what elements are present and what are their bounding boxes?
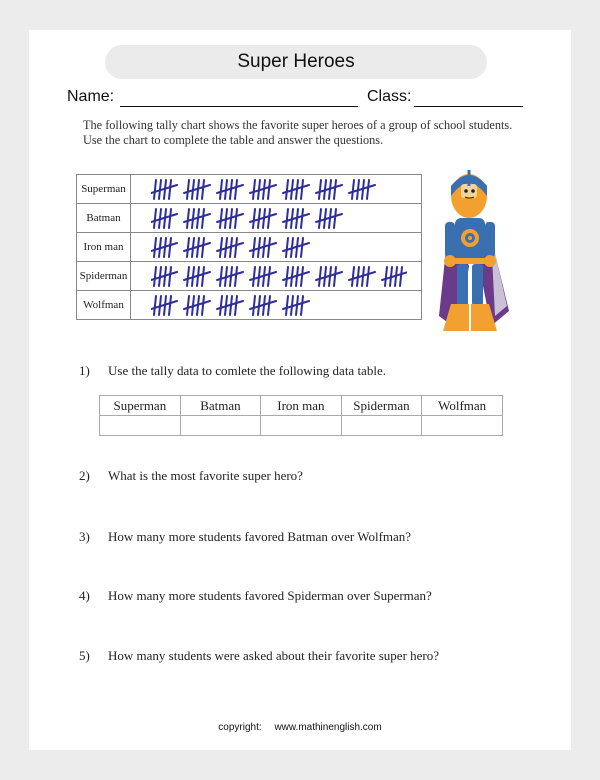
tally-stroke (301, 238, 303, 257)
tally-stroke (286, 267, 288, 286)
tally-stroke (220, 238, 222, 257)
tally-stroke (367, 267, 369, 286)
tally-group (283, 296, 309, 315)
tally-marks-cell (131, 291, 422, 320)
tally-group (382, 267, 407, 286)
tally-stroke (154, 296, 156, 315)
tally-group (184, 209, 210, 228)
tally-stroke (253, 296, 255, 315)
tally-stroke (220, 267, 222, 286)
tally-chart (76, 174, 422, 320)
data-table-header: Superman (100, 396, 181, 416)
tally-group (250, 180, 276, 199)
tally-row (77, 233, 422, 262)
tally-stroke (334, 267, 336, 286)
tally-marks (151, 176, 407, 202)
worksheet-page (29, 30, 571, 750)
tally-stroke (352, 180, 354, 199)
tally-stroke (301, 296, 303, 315)
tally-stroke (286, 238, 288, 257)
tally-stroke (253, 238, 255, 257)
tally-marks-cell (131, 262, 422, 291)
tally-stroke (235, 238, 237, 257)
tally-stroke (367, 180, 369, 199)
tally-marks (151, 292, 407, 318)
tally-stroke (268, 267, 270, 286)
question-number: 3) (79, 529, 90, 544)
tally-hero-name: Superman (77, 175, 131, 204)
tally-group (151, 209, 177, 228)
tally-stroke (235, 209, 237, 228)
tally-group (316, 180, 342, 199)
superhero-illustration (429, 166, 515, 346)
tally-stroke (235, 296, 237, 315)
tally-stroke (169, 209, 171, 228)
tally-group (184, 238, 210, 257)
tally-stroke (319, 267, 321, 286)
tally-stroke (253, 180, 255, 199)
tally-stroke (400, 267, 402, 286)
copyright-footer (29, 722, 571, 733)
tally-row (77, 175, 422, 204)
tally-group (250, 238, 276, 257)
question-number: 2) (79, 468, 90, 483)
tally-stroke (220, 209, 222, 228)
tally-group (217, 296, 243, 315)
data-table-answer-cell[interactable] (261, 416, 341, 436)
tally-group (283, 267, 309, 286)
copyright-site[interactable]: www.mathinenglish.com (274, 722, 382, 733)
tally-marks-cell (131, 175, 422, 204)
data-table-header: Batman (180, 396, 261, 416)
tally-group (151, 180, 177, 199)
tally-marks-cell (131, 233, 422, 262)
tally-stroke (253, 267, 255, 286)
data-table-answer-cell[interactable] (180, 416, 261, 436)
answer-data-table (99, 395, 503, 436)
data-table-header: Iron man (261, 396, 341, 416)
question-text: Use the tally data to comlete the following data table. (108, 363, 386, 378)
tally-stroke (202, 296, 204, 315)
tally-stroke (286, 209, 288, 228)
tally-stroke (154, 180, 156, 199)
question-number: 4) (79, 588, 90, 603)
tally-stroke (169, 296, 171, 315)
tally-stroke (268, 296, 270, 315)
class-label: Class: (367, 88, 412, 105)
tally-hero-name: Batman (77, 204, 131, 233)
tally-stroke (235, 267, 237, 286)
tally-group (283, 209, 309, 228)
data-table-answer-row (100, 416, 503, 436)
tally-row (77, 291, 422, 320)
tally-hero-name: Wolfman (77, 291, 131, 320)
tally-stroke (187, 209, 189, 228)
tally-stroke (268, 180, 270, 199)
tally-marks (151, 263, 407, 289)
question-number: 1) (79, 363, 90, 378)
tally-marks (151, 205, 407, 231)
tally-stroke (268, 238, 270, 257)
copyright-label: copyright: (218, 722, 262, 733)
tally-group (151, 238, 177, 257)
intro-text: The following tally chart shows the favorite super heroes of a group of school students. Use the chart to complete the table and answer the questions. (83, 118, 513, 147)
tally-stroke (286, 296, 288, 315)
tally-group (316, 209, 342, 228)
tally-stroke (202, 267, 204, 286)
tally-stroke (169, 180, 171, 199)
tally-marks (151, 234, 407, 260)
tally-stroke (187, 267, 189, 286)
tally-group (151, 296, 177, 315)
tally-group (184, 180, 210, 199)
tally-stroke (301, 209, 303, 228)
tally-group (283, 180, 309, 199)
tally-stroke (385, 267, 387, 286)
tally-stroke (154, 238, 156, 257)
tally-marks-cell (131, 204, 422, 233)
tally-group (250, 209, 276, 228)
class-blank[interactable] (414, 88, 523, 107)
tally-group (250, 296, 276, 315)
tally-stroke (301, 180, 303, 199)
tally-group (184, 267, 210, 286)
tally-stroke (301, 267, 303, 286)
tally-stroke (352, 267, 354, 286)
tally-hero-name: Spiderman (77, 262, 131, 291)
tally-hero-name: Iron man (77, 233, 131, 262)
tally-group (316, 267, 342, 286)
tally-stroke (154, 209, 156, 228)
name-label: Name: (67, 88, 115, 105)
tally-stroke (169, 267, 171, 286)
tally-stroke (334, 180, 336, 199)
data-table-answer-cell[interactable] (341, 416, 422, 436)
tally-stroke (319, 209, 321, 228)
tally-group (283, 238, 309, 257)
tally-row (77, 262, 422, 291)
data-table-header-row (100, 396, 503, 416)
tally-stroke (253, 209, 255, 228)
tally-group (217, 209, 243, 228)
tally-stroke (220, 180, 222, 199)
tally-group (250, 267, 276, 286)
page-title: Super Heroes (105, 45, 487, 79)
tally-stroke (187, 296, 189, 315)
data-table-header: Spiderman (341, 396, 422, 416)
tally-stroke (169, 238, 171, 257)
tally-stroke (334, 209, 336, 228)
tally-stroke (187, 180, 189, 199)
data-table-answer-cell[interactable] (100, 416, 181, 436)
question-text: How many more students favored Spiderman over Superman? (108, 588, 432, 603)
tally-stroke (187, 238, 189, 257)
tally-stroke (286, 180, 288, 199)
tally-group (217, 238, 243, 257)
tally-group (349, 180, 375, 199)
tally-stroke (268, 209, 270, 228)
tally-stroke (319, 180, 321, 199)
tally-row (77, 204, 422, 233)
question-text: How many more students favored Batman over Wolfman? (108, 529, 412, 544)
question-text: What is the most favorite super hero? (108, 468, 303, 483)
question-text: How many students were asked about their favorite super hero? (108, 648, 440, 663)
data-table-answer-cell[interactable] (422, 416, 503, 436)
tally-stroke (202, 238, 204, 257)
tally-stroke (220, 296, 222, 315)
tally-group (184, 296, 210, 315)
question-number: 5) (79, 648, 90, 663)
tally-group (217, 267, 243, 286)
tally-group (349, 267, 375, 286)
tally-stroke (202, 180, 204, 199)
tally-group (151, 267, 177, 286)
tally-group (217, 180, 243, 199)
data-table-header: Wolfman (422, 396, 503, 416)
tally-stroke (154, 267, 156, 286)
tally-stroke (235, 180, 237, 199)
tally-stroke (202, 209, 204, 228)
name-blank[interactable] (120, 88, 358, 107)
